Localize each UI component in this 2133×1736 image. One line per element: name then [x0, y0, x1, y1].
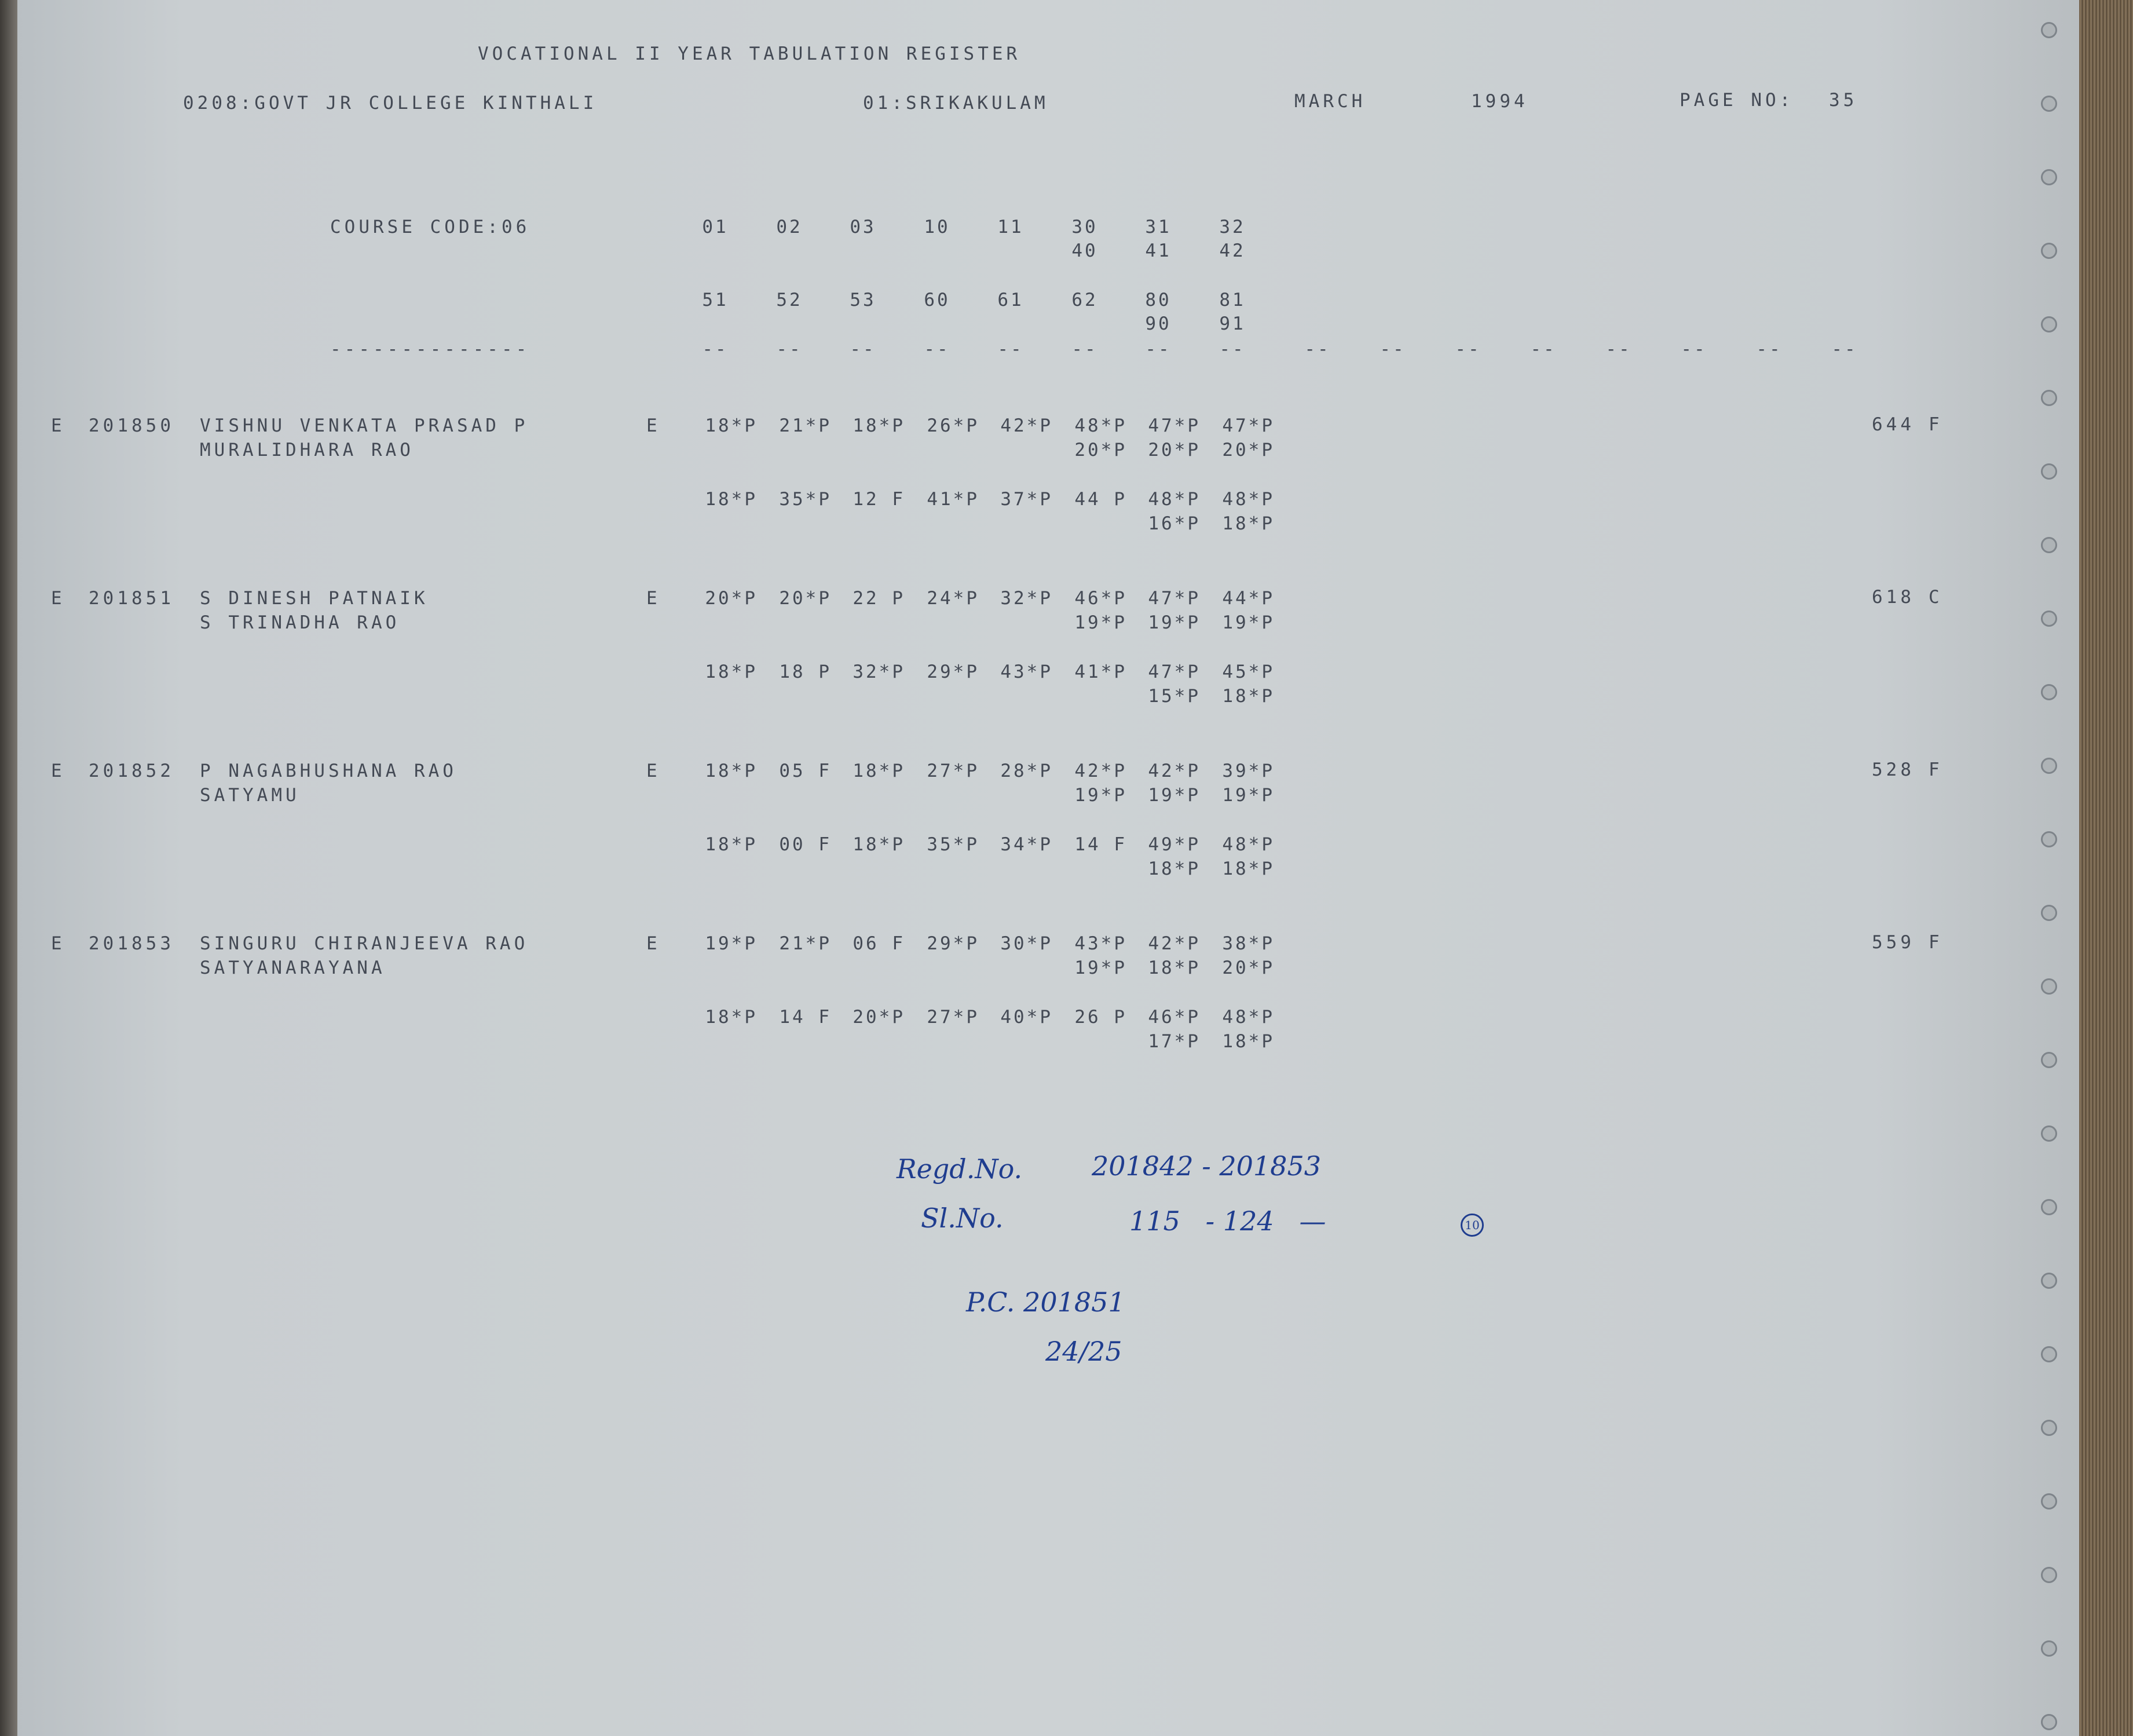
subject-mark: 18*P — [705, 415, 758, 436]
column-separator: -- — [1380, 339, 1406, 360]
subject-mark: 20*P — [1074, 440, 1127, 461]
medium-code: E — [646, 933, 661, 954]
father-name: S TRINADHA RAO — [200, 612, 400, 633]
handwritten-pc-note: P.C. 201851 — [966, 1287, 1125, 1318]
column-separator: -- — [924, 339, 950, 360]
subject-mark: 18*P — [853, 415, 905, 436]
student-name: S DINESH PATNAIK — [200, 588, 429, 609]
punch-hole — [2041, 1493, 2057, 1510]
subject-mark: 19*P — [1222, 612, 1275, 633]
page-number-label: PAGE NO: — [1680, 90, 1794, 111]
register-number: 201853 — [89, 933, 174, 954]
subject-mark: 18*P — [705, 1007, 758, 1028]
result-code: F — [1929, 759, 1943, 780]
subject-mark: 18*P — [705, 661, 758, 682]
subject-mark: 27*P — [927, 1007, 979, 1028]
register-title: VOCATIONAL II YEAR TABULATION REGISTER — [478, 43, 1021, 64]
subject-mark: 19*P — [1222, 785, 1275, 806]
subject-mark: 16*P — [1148, 513, 1201, 534]
total-marks: 644 — [1872, 414, 1915, 435]
punch-hole — [2041, 463, 2057, 480]
medium-code: E — [646, 415, 661, 436]
subject-code: 03 — [850, 217, 876, 237]
student-name: P NAGABHUSHANA RAO — [200, 761, 457, 781]
punch-hole — [2041, 758, 2057, 774]
subject-mark: 14 F — [779, 1007, 832, 1028]
subject-mark: 42*P — [1074, 761, 1127, 781]
subject-mark: 26 P — [1074, 1007, 1127, 1028]
subject-mark: 44 P — [1074, 489, 1127, 510]
subject-mark: 32*P — [853, 661, 905, 682]
subject-code: 31 — [1145, 217, 1172, 237]
book-binding — [0, 0, 17, 1736]
subject-mark: 35*P — [779, 489, 832, 510]
subject-mark: 48*P — [1148, 489, 1201, 510]
father-name: SATYANARAYANA — [200, 957, 386, 978]
subject-mark: 29*P — [927, 661, 979, 682]
subject-mark: 41*P — [1074, 661, 1127, 682]
punch-hole — [2041, 1567, 2057, 1583]
subject-code: 53 — [850, 290, 876, 310]
subject-mark: 30*P — [1000, 933, 1053, 954]
register-number: 201850 — [89, 415, 174, 436]
subject-mark: 37*P — [1000, 489, 1053, 510]
subject-mark: 34*P — [1000, 834, 1053, 855]
register-number: 201851 — [89, 588, 174, 609]
page-stack-edge — [2079, 0, 2133, 1736]
subject-mark: 15*P — [1148, 686, 1201, 707]
subject-mark: 43*P — [1074, 933, 1127, 954]
column-separator: -- — [1831, 339, 1858, 360]
subject-mark: 19*P — [1074, 612, 1127, 633]
subject-mark: 21*P — [779, 415, 832, 436]
subject-mark: 47*P — [1148, 415, 1201, 436]
punch-hole — [2041, 1420, 2057, 1436]
subject-code: 61 — [997, 290, 1024, 310]
subject-mark: 45*P — [1222, 661, 1275, 682]
punch-hole — [2041, 22, 2057, 38]
subject-mark: 35*P — [927, 834, 979, 855]
subject-mark: 18*P — [705, 489, 758, 510]
result-code: C — [1929, 587, 1943, 608]
subject-mark: 26*P — [927, 415, 979, 436]
punch-hole — [2041, 1714, 2057, 1730]
exam-year: 1994 — [1471, 91, 1528, 112]
subject-mark: 46*P — [1148, 1007, 1201, 1028]
subject-mark: 18*P — [1222, 686, 1275, 707]
subject-mark: 20*P — [705, 588, 758, 609]
subject-code: 81 — [1219, 290, 1246, 310]
subject-mark: 00 F — [779, 834, 832, 855]
subject-code: 02 — [776, 217, 803, 237]
subject-code: 32 — [1219, 217, 1246, 237]
subject-mark: 20*P — [853, 1007, 905, 1028]
student-name: SINGURU CHIRANJEEVA RAO — [200, 933, 529, 954]
punch-hole — [2041, 537, 2057, 553]
exam-flag: E — [51, 415, 65, 436]
subject-mark: 21*P — [779, 933, 832, 954]
exam-flag: E — [51, 588, 65, 609]
subject-mark: 20*P — [779, 588, 832, 609]
exam-flag: E — [51, 761, 65, 781]
subject-mark: 06 F — [853, 933, 905, 954]
subject-mark: 47*P — [1222, 415, 1275, 436]
handwritten-sl-label: Sl.No. — [921, 1203, 1004, 1234]
subject-mark: 22 P — [853, 588, 905, 609]
course-underline: -------------- — [330, 339, 530, 360]
punch-hole — [2041, 390, 2057, 406]
punch-hole — [2041, 611, 2057, 627]
subject-mark: 48*P — [1074, 415, 1127, 436]
register-number: 201852 — [89, 761, 174, 781]
punch-hole — [2041, 169, 2057, 185]
punch-hole — [2041, 1346, 2057, 1362]
subject-mark: 20*P — [1222, 957, 1275, 978]
subject-mark: 19*P — [705, 933, 758, 954]
total-marks: 559 — [1872, 932, 1915, 953]
subject-mark: 42*P — [1000, 415, 1053, 436]
subject-mark: 29*P — [927, 933, 979, 954]
subject-mark: 39*P — [1222, 761, 1275, 781]
subject-code: 91 — [1219, 313, 1246, 334]
subject-mark: 19*P — [1074, 785, 1127, 806]
column-separator: -- — [1756, 339, 1783, 360]
exam-flag: E — [51, 933, 65, 954]
subject-mark: 18*P — [853, 761, 905, 781]
subject-mark: 44*P — [1222, 588, 1275, 609]
subject-code: 42 — [1219, 240, 1246, 261]
column-separator: -- — [1071, 339, 1098, 360]
total-marks: 528 — [1872, 759, 1915, 780]
punch-hole — [2041, 96, 2057, 112]
subject-code: 11 — [997, 217, 1024, 237]
subject-code: 01 — [702, 217, 729, 237]
subject-mark: 24*P — [927, 588, 979, 609]
subject-mark: 18 P — [779, 661, 832, 682]
subject-mark: 48*P — [1222, 489, 1275, 510]
subject-code: 52 — [776, 290, 803, 310]
subject-mark: 12 F — [853, 489, 905, 510]
college-name: 0208:GOVT JR COLLEGE KINTHALI — [183, 93, 598, 114]
result-code: F — [1929, 932, 1943, 953]
subject-code: 40 — [1071, 240, 1098, 261]
subject-mark: 20*P — [1148, 440, 1201, 461]
subject-code: 90 — [1145, 313, 1172, 334]
column-separator: -- — [850, 339, 876, 360]
subject-mark: 19*P — [1074, 957, 1127, 978]
result-code: F — [1929, 414, 1943, 435]
exam-month: MARCH — [1294, 91, 1366, 112]
subject-mark: 41*P — [927, 489, 979, 510]
punch-hole — [2041, 905, 2057, 921]
subject-code: 51 — [702, 290, 729, 310]
subject-mark: 18*P — [1222, 1031, 1275, 1052]
subject-mark: 18*P — [705, 834, 758, 855]
column-separator: -- — [1304, 339, 1331, 360]
subject-code: 62 — [1071, 290, 1098, 310]
punch-hole — [2041, 831, 2057, 847]
subject-code: 80 — [1145, 290, 1172, 310]
handwritten-sl-range: 115 - 124 — — [1129, 1205, 1326, 1237]
father-name: MURALIDHARA RAO — [200, 440, 414, 461]
punch-hole — [2041, 1199, 2057, 1215]
subject-mark: 18*P — [853, 834, 905, 855]
subject-mark: 42*P — [1148, 761, 1201, 781]
father-name: SATYAMU — [200, 785, 300, 806]
subject-mark: 38*P — [1222, 933, 1275, 954]
subject-mark: 19*P — [1148, 785, 1201, 806]
punch-hole — [2041, 243, 2057, 259]
subject-code: 10 — [924, 217, 950, 237]
punch-hole — [2041, 684, 2057, 700]
column-separator: -- — [1530, 339, 1557, 360]
subject-mark: 18*P — [1222, 513, 1275, 534]
handwritten-reg-label: Regd.No. — [897, 1153, 1023, 1185]
subject-mark: 48*P — [1222, 834, 1275, 855]
subject-mark: 27*P — [927, 761, 979, 781]
column-separator: -- — [1219, 339, 1246, 360]
handwritten-circled-count: 10 — [1461, 1214, 1484, 1237]
punch-hole — [2041, 978, 2057, 995]
subject-code: 41 — [1145, 240, 1172, 261]
punch-hole — [2041, 1052, 2057, 1068]
district-name: 01:SRIKAKULAM — [863, 93, 1049, 114]
subject-mark: 47*P — [1148, 661, 1201, 682]
total-marks: 618 — [1872, 587, 1915, 608]
subject-mark: 42*P — [1148, 933, 1201, 954]
handwritten-date: 24/25 — [1045, 1336, 1122, 1367]
subject-mark: 18*P — [705, 761, 758, 781]
punch-hole — [2041, 1273, 2057, 1289]
column-separator: -- — [997, 339, 1024, 360]
column-separator: -- — [1455, 339, 1481, 360]
subject-mark: 18*P — [1222, 858, 1275, 879]
subject-mark: 43*P — [1000, 661, 1053, 682]
subject-mark: 47*P — [1148, 588, 1201, 609]
subject-code: 60 — [924, 290, 950, 310]
subject-mark: 05 F — [779, 761, 832, 781]
subject-mark: 20*P — [1222, 440, 1275, 461]
subject-mark: 49*P — [1148, 834, 1201, 855]
column-separator: -- — [1145, 339, 1172, 360]
medium-code: E — [646, 588, 661, 609]
subject-mark: 17*P — [1148, 1031, 1201, 1052]
subject-mark: 14 F — [1074, 834, 1127, 855]
column-separator: -- — [702, 339, 729, 360]
punch-hole — [2041, 1125, 2057, 1142]
subject-mark: 19*P — [1148, 612, 1201, 633]
column-separator: -- — [1605, 339, 1632, 360]
subject-mark: 32*P — [1000, 588, 1053, 609]
punch-hole — [2041, 1640, 2057, 1657]
subject-mark: 18*P — [1148, 858, 1201, 879]
subject-mark: 18*P — [1148, 957, 1201, 978]
subject-code: 30 — [1071, 217, 1098, 237]
student-name: VISHNU VENKATA PRASAD P — [200, 415, 529, 436]
column-separator: -- — [776, 339, 803, 360]
medium-code: E — [646, 761, 661, 781]
column-separator: -- — [1681, 339, 1707, 360]
course-code: COURSE CODE:06 — [330, 217, 530, 237]
punch-hole — [2041, 316, 2057, 332]
subject-mark: 40*P — [1000, 1007, 1053, 1028]
handwritten-reg-range: 201842 - 201853 — [1092, 1150, 1321, 1182]
subject-mark: 48*P — [1222, 1007, 1275, 1028]
subject-mark: 46*P — [1074, 588, 1127, 609]
register-page — [17, 0, 2079, 1736]
subject-mark: 28*P — [1000, 761, 1053, 781]
page-number: 35 — [1829, 90, 1858, 111]
